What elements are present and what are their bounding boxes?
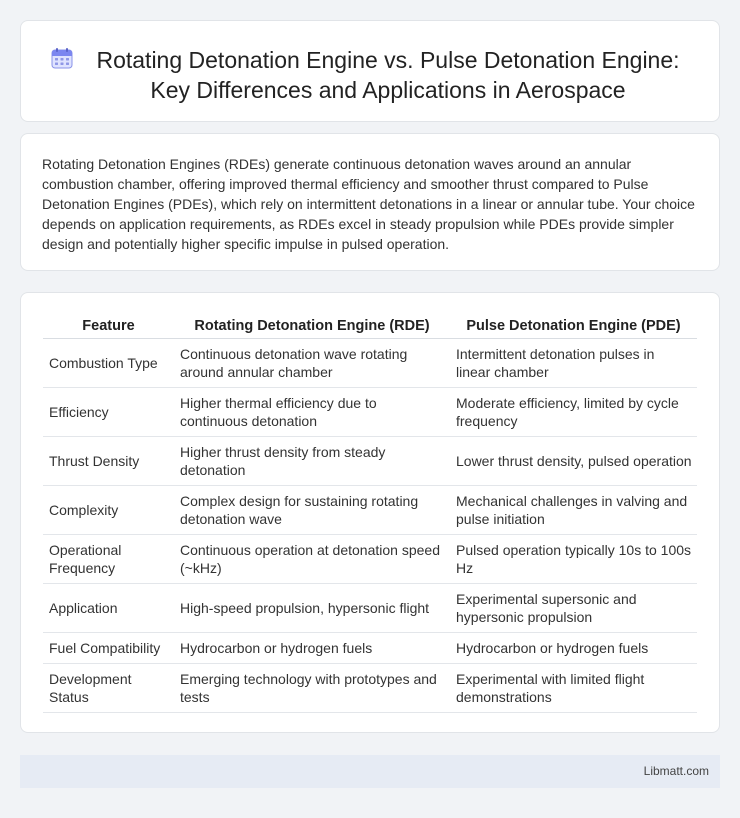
comparison-table [43,315,697,713]
intro-card [20,133,720,271]
table-row [43,339,697,388]
title-card [20,20,720,122]
pde-cell: Experimental supersonic and hypersonic propulsion [450,584,697,633]
footer-site-link[interactable]: Libmatt.com [643,764,709,778]
pde-cell: Pulsed operation typically 10s to 100s Hz [450,535,697,584]
feature-cell: Complexity [43,486,174,535]
feature-cell: Combustion Type [43,339,174,388]
header-feature: Feature [43,315,174,339]
feature-cell: Efficiency [43,388,174,437]
table-row [43,437,697,486]
table-row [43,584,697,633]
table-row [43,633,697,664]
footer-bar [20,755,720,788]
rde-cell: Complex design for sustaining rotating detonation wave [174,486,450,535]
table-header-row [43,315,697,339]
table-row [43,486,697,535]
pde-cell: Lower thrust density, pulsed operation [450,437,697,486]
comparison-card [20,292,720,733]
header-rde: Rotating Detonation Engine (RDE) [174,315,450,339]
rde-cell: High-speed propulsion, hypersonic flight [174,584,450,633]
rde-cell: Higher thermal efficiency due to continuous detonation [174,388,450,437]
pde-cell: Mechanical challenges in valving and pulse initiation [450,486,697,535]
feature-cell: Thrust Density [43,437,174,486]
pde-cell: Experimental with limited flight demonstrations [450,664,697,713]
pde-cell: Hydrocarbon or hydrogen fuels [450,633,697,664]
pde-cell: Moderate efficiency, limited by cycle frequency [450,388,697,437]
rde-cell: Higher thrust density from steady detonation [174,437,450,486]
feature-cell: Development Status [43,664,174,713]
feature-cell: Operational Frequency [43,535,174,584]
rde-cell: Continuous operation at detonation speed (~kHz) [174,535,450,584]
header-pde: Pulse Detonation Engine (PDE) [450,315,697,339]
intro-paragraph: Rotating Detonation Engines (RDEs) generate continuous detonation waves around an annular combustion chamber, offering improved thermal efficiency and smoother thrust compared to Pulse Detonation Engines (PDEs), which rely on intermittent detonations in a linear or annular tube. Your choice depends on application requirements, as RDEs excel in steady propulsion while PDEs provide simpler design and potentially higher specific impulse in pulsed operation. [42,156,695,252]
table-row [43,388,697,437]
rde-cell: Continuous detonation wave rotating around annular chamber [174,339,450,388]
feature-cell: Application [43,584,174,633]
rde-cell: Emerging technology with prototypes and tests [174,664,450,713]
rde-cell: Hydrocarbon or hydrogen fuels [174,633,450,664]
feature-cell: Fuel Compatibility [43,633,174,664]
page-title: Rotating Detonation Engine vs. Pulse Detonation Engine: Key Differences and Applications in Aerospace [96,47,680,103]
pde-cell: Intermittent detonation pulses in linear chamber [450,339,697,388]
table-row [43,535,697,584]
table-row [43,664,697,713]
